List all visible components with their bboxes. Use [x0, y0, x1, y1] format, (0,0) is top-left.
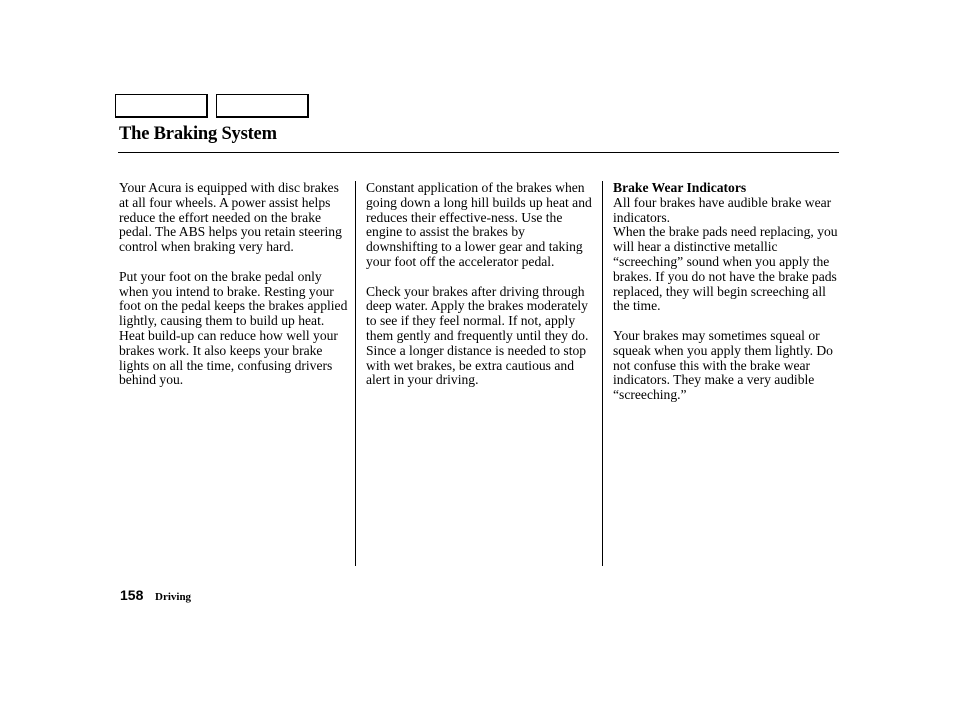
paragraph: Your brakes may sometimes squeal or squeak when you apply them lightly. Do not confuse this with the brake wear indicators. They make a very audible “screeching.” [613, 327, 833, 403]
paragraph: Your Acura is equipped with disc brakes at all four wheels. A power assist helps reduce the effort needed on the brake pedal. The ABS helps you retain steering control when braking very hard. [119, 180, 342, 255]
paragraph: Check your brakes after driving through deep water. Apply the brakes moderately to see if they feel normal. If not, apply them gently and frequently until they do. Since a longer distance is needed to stop with wet brakes, be extra cautious and alert in your driving. [366, 283, 589, 388]
paragraph: All four brakes have audible brake wear indicators. [613, 194, 832, 225]
page-number: 158 [120, 587, 144, 603]
paragraph: Constant application of the brakes when going down a long hill builds up heat and reduces their effective-ness. Use the engine to assist the brakes by downshifting to a lower gear and taking your foot off the accelerator pedal. [366, 180, 592, 269]
section-name: Driving [155, 591, 192, 603]
page-title: The Braking System [119, 124, 277, 144]
previous-page-button[interactable] [115, 94, 208, 118]
text-column-right [613, 181, 841, 403]
section-heading: Brake Wear Indicators [613, 180, 747, 195]
paragraph: Put your foot on the brake pedal only when you intend to brake. Resting your foot on the pedal keeps the brakes applied lightly, causing them to build up heat. Heat build-up can reduce how well your brakes work. It also keeps your brake lights on all the time, confusing drivers behind you. [119, 268, 348, 388]
column-divider [355, 181, 356, 566]
paragraph: When the brake pads need replacing, you will hear a distinctive metallic “screeching” sound when you apply the brakes. If you do not have the brake pads replaced, they will begin screeching all the time. [613, 224, 838, 314]
column-divider [602, 181, 603, 566]
title-divider [118, 152, 839, 153]
next-page-button[interactable] [216, 94, 309, 118]
text-column-left [119, 181, 349, 388]
text-column-middle [366, 181, 596, 388]
